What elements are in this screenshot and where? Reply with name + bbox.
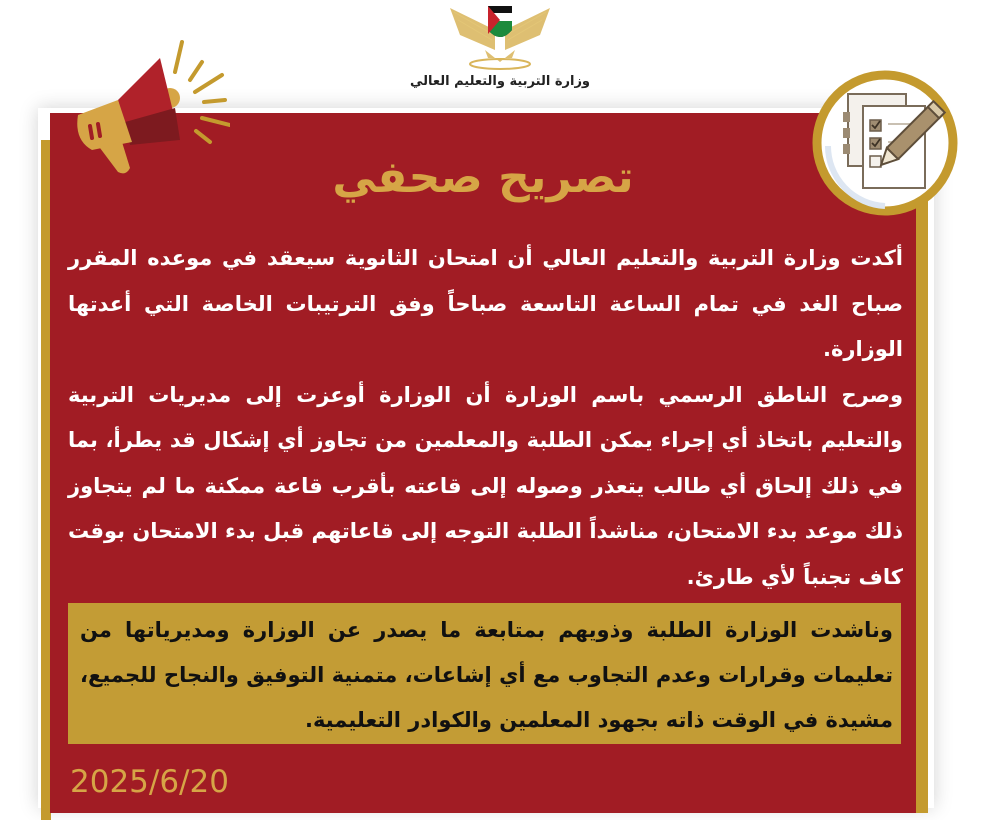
statement-date: 2025/6/20 [70, 764, 229, 800]
page-title: تصريح صحفي [332, 152, 634, 203]
palestinian-eagle-emblem [440, 0, 560, 70]
statement-body [68, 236, 903, 600]
ministry-name: وزارة التربية والتعليم العالي [409, 74, 591, 89]
highlight-paragraph: وناشدت الوزارة الطلبة وذويهم بمتابعة ما يصدر عن الوزارة ومديرياتها من تعليمات وقرارات وعدم التجاوب مع أي إشاعات، متمنية التوفيق والنجاح للجميع، مشيدة في الوقت ذاته بجهود المعلمين والكوادر التعليمية. [80, 618, 893, 732]
paragraph-1: أكدت وزارة التربية والتعليم العالي أن امتحان الثانوية سيعقد في موعده المقرر صباح الغد في تمام الساعة التاسعة صباحاً وفق الترتيبات الخاصة التي أعدتها الوزارة. [68, 246, 903, 361]
paragraph-2: وصرح الناطق الرسمي باسم الوزارة أن الوزارة أوعزت إلى مديريات التربية والتعليم باتخاذ أي إجراء يمكن الطلبة والمعلمين من تجاوز أي إشكال قد يطرأ، بما في ذلك إلحاق أي طالب يتعذر وصوله إلى قاعته بأقرب قاعة ممكنة ما لم يتجاوز ذلك موعد بدء الامتحان، مناشداً الطلبة التوجه إلى قاعاتهم قبل بدء الامتحان بوقت كاف تجنباً لأي طارئ. [68, 382, 903, 589]
